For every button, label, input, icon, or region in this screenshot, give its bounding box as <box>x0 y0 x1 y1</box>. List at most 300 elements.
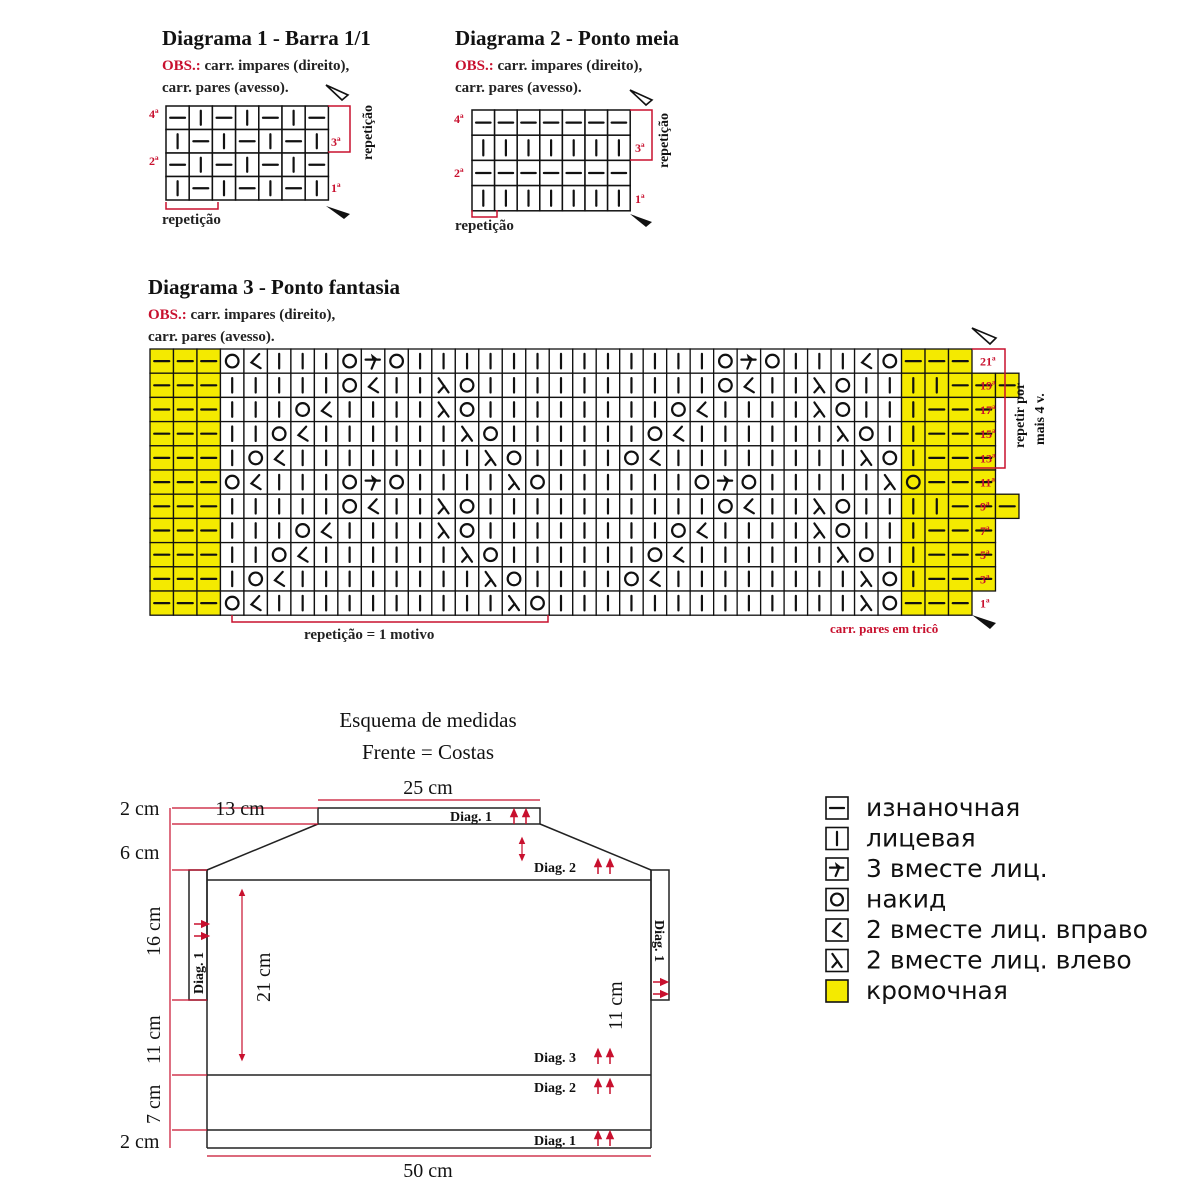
diagram-1-cell <box>259 106 282 130</box>
diagram-3-edge-cell <box>173 567 196 591</box>
diagram-3-cell <box>361 494 384 518</box>
diagram-3 <box>148 275 1048 643</box>
diagram-3-cell <box>502 518 525 542</box>
measurements-schema <box>120 708 669 1182</box>
diagram-3-edge-cell <box>925 494 948 518</box>
diagram-3-cell <box>690 591 713 615</box>
diagram-2-cell <box>517 160 540 185</box>
diagram-3-cell <box>314 518 337 542</box>
diagram-3-cell <box>714 397 737 421</box>
diagram-1-cell <box>212 130 235 154</box>
diagram-3-cell <box>455 567 478 591</box>
diagram-3-cell <box>361 470 384 494</box>
diagram-3-cell <box>361 422 384 446</box>
diagram-3-cell <box>244 349 267 373</box>
diagram-2-bottom-arrow-icon <box>630 214 652 227</box>
diagram-3-cell <box>385 591 408 615</box>
diagram-3-edge-cell <box>173 494 196 518</box>
diagram-3-edge-cell <box>197 397 220 421</box>
diagram-3-cell <box>408 470 431 494</box>
diagram-3-cell <box>549 373 572 397</box>
diagram-2-row-label-2: 2ª <box>454 166 464 180</box>
diagram-3-cell <box>526 446 549 470</box>
diagram-3-cell <box>690 397 713 421</box>
diagram-3-cell <box>408 591 431 615</box>
diagram-3-edge-cell <box>902 470 925 494</box>
diagram-3-cell <box>432 591 455 615</box>
symbol-legend <box>826 793 1148 1005</box>
diagram-3-cell <box>784 397 807 421</box>
diagram-2-cell <box>608 160 631 185</box>
diagram-3-cell <box>526 470 549 494</box>
diagram-1-row-label-2: 2ª <box>149 154 159 168</box>
diagram-3-edge-cell <box>197 422 220 446</box>
diagram-3-cell <box>761 349 784 373</box>
diagram-3-cell <box>244 470 267 494</box>
diagram-3-cell <box>220 567 243 591</box>
diagram-3-cell <box>573 397 596 421</box>
diagram-3-cell <box>667 397 690 421</box>
diagram-3-cell <box>244 567 267 591</box>
diagram-3-cell <box>855 591 878 615</box>
diagram-3-cell <box>596 543 619 567</box>
diagram-3-cell <box>620 518 643 542</box>
diagram-3-cell <box>596 518 619 542</box>
diagram-3-cell <box>784 591 807 615</box>
diagram-3-cell <box>526 591 549 615</box>
diagram-3-cell <box>338 567 361 591</box>
diagram-2-cell <box>562 135 585 160</box>
bottom-width-label: 50 cm <box>403 1160 453 1182</box>
diagram-3-cell <box>361 591 384 615</box>
diagram-3-cell <box>714 591 737 615</box>
diagram-3-edge-cell <box>173 591 196 615</box>
diagram-3-title: Diagrama 3 - Ponto fantasia <box>148 275 400 299</box>
diagram-3-cell <box>220 494 243 518</box>
diagram-3-cell <box>737 591 760 615</box>
diagram-1-cell <box>166 130 189 154</box>
diagram-2-cell <box>472 135 495 160</box>
diagram-3-cell <box>808 470 831 494</box>
diagram-3-cell <box>737 422 760 446</box>
diagram-3-cell <box>855 397 878 421</box>
diagram-3-edge-cell <box>949 397 972 421</box>
diagram-3-cell <box>784 567 807 591</box>
diagram-3-cell <box>291 591 314 615</box>
diagram-1-cell <box>189 153 212 177</box>
diagram-3-edge-cell <box>197 567 220 591</box>
diagram-2-cell <box>517 110 540 135</box>
diagram-3-bottom-arrow-icon <box>972 615 996 629</box>
diagram-3-edge-cell <box>902 349 925 373</box>
diagram-1-cell <box>189 106 212 130</box>
diagram-3-edge-cell <box>902 397 925 421</box>
diagram-3-cell <box>338 470 361 494</box>
diagram-3-cell <box>761 373 784 397</box>
legend-item-label: накид <box>866 884 947 914</box>
diagram-3-note: carr. pares em tricô <box>830 621 939 636</box>
diagram-3-cell <box>855 470 878 494</box>
diagram-3-cell <box>408 422 431 446</box>
diagram-1-cell <box>282 130 305 154</box>
diagram-3-cell <box>291 349 314 373</box>
diagram-3-cell <box>831 518 854 542</box>
diagram-3-cell <box>831 397 854 421</box>
diagram-3-cell <box>878 494 901 518</box>
diagram-3-cell <box>573 349 596 373</box>
diagram-3-side-label-1: repetir por <box>1013 382 1028 448</box>
diagram-3-cell <box>643 543 666 567</box>
diagram-3-cell <box>267 470 290 494</box>
diagram-3-edge-cell <box>150 397 173 421</box>
diagram-2-cell <box>585 160 608 185</box>
legend-item <box>826 824 976 853</box>
diagram-2-side-label: repetição <box>657 113 672 168</box>
diagram-3-cell <box>267 446 290 470</box>
diagram-3-cell <box>526 543 549 567</box>
diagram-3-cell <box>526 349 549 373</box>
diagram-3-cell <box>761 567 784 591</box>
measure-7cm: 7 cm <box>143 1084 165 1124</box>
diagram-3-cell <box>361 349 384 373</box>
diagram-3-edge-cell <box>173 518 196 542</box>
diagram-3-cell <box>432 518 455 542</box>
diagram-3-edge-cell <box>925 591 948 615</box>
diagram-3-cell <box>620 422 643 446</box>
diagram-3-cell <box>831 470 854 494</box>
diagram-3-edge-cell <box>197 470 220 494</box>
diagram-3-cell <box>549 446 572 470</box>
diagram-3-edge-cell <box>902 591 925 615</box>
diagram-3-cell <box>314 446 337 470</box>
diagram-3-edge-cell <box>949 518 972 542</box>
diagram-3-row-label: 21ª <box>980 354 996 369</box>
diagram-3-edge-cell <box>902 567 925 591</box>
diagram-3-edge-cell <box>902 422 925 446</box>
diagram-3-cell <box>267 543 290 567</box>
diagram-3-cell <box>314 567 337 591</box>
diagram-3-cell <box>267 349 290 373</box>
diagram-3-edge-cell <box>173 422 196 446</box>
diagram-3-cell <box>761 470 784 494</box>
diagram-3-cell <box>526 422 549 446</box>
diagram-3-cell <box>596 373 619 397</box>
diagram-3-cell <box>667 518 690 542</box>
diagram-3-edge-cell <box>949 543 972 567</box>
diagram-3-cell <box>432 543 455 567</box>
diagram-3-cell <box>878 567 901 591</box>
diagram-3-row-label: 9ª <box>980 499 990 514</box>
diagram-3-cell <box>432 494 455 518</box>
diagram-3-cell <box>831 543 854 567</box>
diagram-2 <box>454 26 679 234</box>
measure-21cm: 21 cm <box>253 952 275 1002</box>
diagram-3-top-arrow-icon <box>972 328 996 344</box>
diagram-3-cell <box>408 567 431 591</box>
diagram-3-cell <box>338 422 361 446</box>
diagram-3-cell <box>455 470 478 494</box>
diagram-3-cell <box>502 591 525 615</box>
diagram-3-cell <box>573 470 596 494</box>
diagram-3-cell <box>831 494 854 518</box>
bottom-diag-label: Diag. 1 <box>534 1134 576 1149</box>
diagram-3-cell <box>573 422 596 446</box>
diagram-3-cell <box>808 446 831 470</box>
diagram-3-cell <box>620 446 643 470</box>
diagram-3-row-label: 19ª <box>980 378 996 393</box>
diagram-3-cell <box>432 567 455 591</box>
diagram-3-cell <box>878 591 901 615</box>
diagram-3-cell <box>314 591 337 615</box>
diagram-3-edge-cell <box>197 543 220 567</box>
diagram-3-cell <box>878 422 901 446</box>
diagram-3-cell <box>455 518 478 542</box>
diagram-3-cell <box>667 567 690 591</box>
diagram-3-cell <box>878 349 901 373</box>
diagram-2-obs-line2: carr. pares (avesso). <box>455 80 582 96</box>
diagram-2-cell <box>562 160 585 185</box>
diagram-3-cell <box>244 373 267 397</box>
diagram-1-cell <box>305 177 328 201</box>
neck-diag-label: Diag. 1 <box>450 810 492 825</box>
diagram-3-cell <box>338 397 361 421</box>
diagram-2-row-label-1: 1ª <box>635 192 645 206</box>
diagram-3-cell <box>690 373 713 397</box>
diagram-3-cell <box>714 543 737 567</box>
diagram-2-cell <box>495 186 518 211</box>
diagram-3-row-label: 17ª <box>980 402 996 417</box>
diagram-3-cell <box>714 422 737 446</box>
diagram-3-cell <box>784 422 807 446</box>
diagram-3-cell <box>761 518 784 542</box>
diagram-2-cell <box>540 110 563 135</box>
diagram-3-cell <box>855 349 878 373</box>
diagram-1-cell <box>282 177 305 201</box>
diagram-2-row-label-4: 4ª <box>454 112 464 126</box>
diagram-2-cell <box>540 160 563 185</box>
diagram-1-row-label-3: 3ª <box>331 135 341 149</box>
diagram-3-cell <box>667 543 690 567</box>
diagram-3-cell <box>761 446 784 470</box>
lower-diag-label: Diag. 2 <box>534 1081 576 1096</box>
diagram-3-cell <box>596 470 619 494</box>
diagram-3-edge-cell <box>949 470 972 494</box>
diagram-3-cell <box>291 422 314 446</box>
diagram-3-cell <box>784 446 807 470</box>
diagram-2-cell <box>495 110 518 135</box>
diagram-3-cell <box>620 567 643 591</box>
upper-diag-label: Diag. 2 <box>534 861 576 876</box>
diagram-3-cell <box>526 567 549 591</box>
diagram-3-cell <box>737 397 760 421</box>
diagram-1-cell <box>212 106 235 130</box>
diagram-3-cell <box>714 567 737 591</box>
right-sleeve-diag-label: Diag. 1 <box>651 920 666 962</box>
diagram-3-cell <box>737 543 760 567</box>
diagram-3-cell <box>267 373 290 397</box>
diagram-3-cell <box>291 518 314 542</box>
diagram-3-cell <box>643 397 666 421</box>
diagram-3-side-label-2: mais 4 v. <box>1033 393 1048 445</box>
diagram-3-cell <box>714 349 737 373</box>
diagram-3-cell <box>408 446 431 470</box>
diagram-3-edge-cell <box>925 543 948 567</box>
diagram-3-cell <box>714 494 737 518</box>
diagram-1-obs-line1: OBS.: carr. impares (direito), <box>162 58 350 74</box>
diagram-3-edge-cell <box>173 397 196 421</box>
diagram-3-cell <box>573 543 596 567</box>
schema-title-line2: Frente = Costas <box>362 740 494 764</box>
diagram-3-cell <box>855 373 878 397</box>
diagram-3-cell <box>338 518 361 542</box>
diagram-1-cell <box>212 177 235 201</box>
diagram-3-cell <box>385 518 408 542</box>
diagram-3-cell <box>784 494 807 518</box>
diagram-3-cell <box>878 373 901 397</box>
diagram-3-cell <box>455 397 478 421</box>
diagram-2-cell <box>472 110 495 135</box>
measure-2cm-bottom: 2 cm <box>120 1131 160 1153</box>
diagram-3-cell <box>455 446 478 470</box>
diagram-3-row-label: 11ª <box>980 475 995 490</box>
diagram-3-cell <box>690 543 713 567</box>
diagram-3-cell <box>596 397 619 421</box>
diagram-3-cell <box>432 470 455 494</box>
diagram-3-cell <box>714 446 737 470</box>
diagram-2-cell <box>495 160 518 185</box>
diagram-2-cell <box>562 110 585 135</box>
diagram-3-edge-cell <box>197 373 220 397</box>
diagram-3-cell <box>314 422 337 446</box>
diagram-3-cell <box>808 349 831 373</box>
diagram-2-title: Diagrama 2 - Ponto meia <box>455 26 679 50</box>
diagram-3-cell <box>479 494 502 518</box>
diagram-3-grid <box>150 349 1019 615</box>
diagram-2-cell <box>540 186 563 211</box>
diagram-1-row-label-4: 4ª <box>149 107 159 121</box>
diagram-3-cell <box>596 446 619 470</box>
diagram-3-cell <box>643 422 666 446</box>
diagram-3-cell <box>220 397 243 421</box>
diagram-3-cell <box>455 591 478 615</box>
diagram-3-row-label: 1ª <box>980 596 990 611</box>
diagram-3-cell <box>596 567 619 591</box>
diagram-3-edge-cell <box>197 591 220 615</box>
diagram-1-bottom-arrow-icon <box>326 206 350 219</box>
diagram-3-cell <box>808 518 831 542</box>
diagram-3-edge-cell <box>949 567 972 591</box>
diagram-3-cell <box>855 446 878 470</box>
diagram-3-cell <box>314 397 337 421</box>
diagram-3-cell <box>385 494 408 518</box>
diagram-2-cell <box>585 135 608 160</box>
diagram-3-cell <box>855 518 878 542</box>
diagram-3-cell <box>831 591 854 615</box>
diagram-3-cell <box>643 373 666 397</box>
diagram-3-edge-cell <box>197 446 220 470</box>
diagram-2-cell <box>608 135 631 160</box>
diagram-3-edge-cell <box>949 494 972 518</box>
diagram-3-cell <box>479 446 502 470</box>
diagram-3-cell <box>690 567 713 591</box>
diagram-1-cell <box>236 106 259 130</box>
diagram-3-cell <box>573 446 596 470</box>
legend-item <box>826 946 1132 975</box>
diagram-3-cell <box>878 397 901 421</box>
diagram-3-cell <box>620 373 643 397</box>
diagram-2-obs-line1: OBS.: carr. impares (direito), <box>455 58 643 74</box>
diagram-3-edge-cell <box>173 543 196 567</box>
diagram-3-cell <box>479 422 502 446</box>
diagram-3-cell <box>690 494 713 518</box>
diagram-3-cell <box>220 422 243 446</box>
diagram-3-edge-cell <box>925 567 948 591</box>
diagram-3-cell <box>244 422 267 446</box>
diagram-3-edge-cell <box>150 349 173 373</box>
diagram-3-cell <box>573 494 596 518</box>
diagram-3-cell <box>784 518 807 542</box>
diagram-3-edge-cell <box>925 373 948 397</box>
diagram-3-cell <box>338 494 361 518</box>
diagram-3-cell <box>338 446 361 470</box>
diagram-3-edge-cell <box>902 446 925 470</box>
diagram-3-edge-cell <box>925 446 948 470</box>
diagram-3-edge-cell <box>949 446 972 470</box>
diagram-3-row-label: 7ª <box>980 523 990 538</box>
diagram-3-cell <box>784 349 807 373</box>
diagram-3-cell <box>220 543 243 567</box>
diagram-3-cell <box>808 397 831 421</box>
diagram-3-cell <box>667 349 690 373</box>
diagram-3-edge-cell <box>925 397 948 421</box>
diagram-3-cell <box>808 543 831 567</box>
diagram-3-cell <box>714 518 737 542</box>
diagram-3-edge-cell <box>150 543 173 567</box>
diagram-3-cell <box>291 373 314 397</box>
diagram-3-cell <box>408 494 431 518</box>
diagram-3-cell <box>244 494 267 518</box>
diagram-3-cell <box>385 349 408 373</box>
diagram-3-edge-cell <box>173 446 196 470</box>
diagram-3-cell <box>479 567 502 591</box>
diagram-3-cell <box>761 591 784 615</box>
diagram-3-cell <box>361 397 384 421</box>
diagram-3-cell <box>549 494 572 518</box>
diagram-3-cell <box>620 543 643 567</box>
measure-11cm-left: 11 cm <box>143 1015 165 1064</box>
diagram-3-cell <box>455 349 478 373</box>
diagram-3-cell <box>784 470 807 494</box>
diagram-3-cell <box>502 446 525 470</box>
diagram-2-cell <box>495 135 518 160</box>
diagram-3-cell <box>737 567 760 591</box>
diagram-1-top-arrow-icon <box>326 85 348 100</box>
diagram-3-cell <box>737 494 760 518</box>
diagram-3-cell <box>808 494 831 518</box>
diagram-3-cell <box>502 494 525 518</box>
diagram-3-cell <box>620 494 643 518</box>
diagram-3-cell <box>502 470 525 494</box>
diagram-3-cell <box>855 494 878 518</box>
diagram-3-cell <box>244 518 267 542</box>
diagram-3-cell <box>620 470 643 494</box>
diagram-3-cell <box>361 518 384 542</box>
diagram-3-cell <box>267 518 290 542</box>
diagram-2-cell <box>517 186 540 211</box>
measure-16cm: 16 cm <box>143 906 165 956</box>
diagram-3-cell <box>338 349 361 373</box>
diagram-3-cell <box>831 567 854 591</box>
